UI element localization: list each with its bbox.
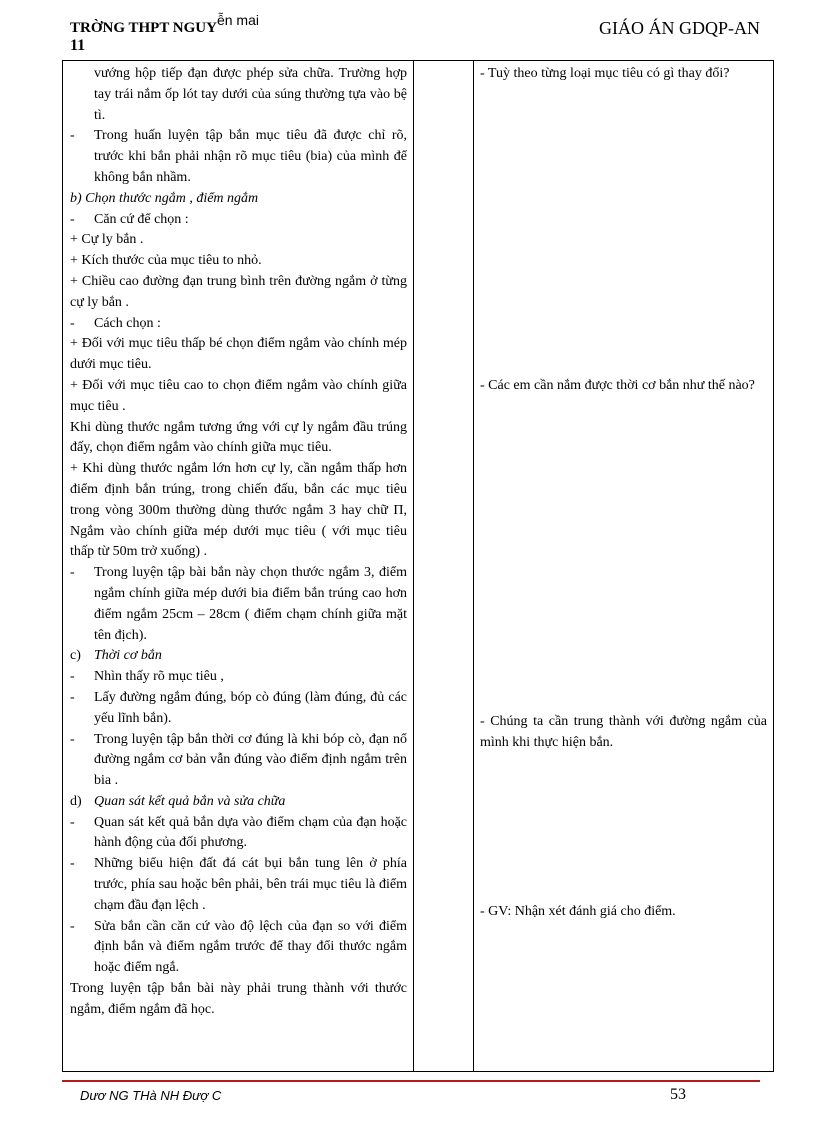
content-bullet: [70, 792, 407, 813]
bullet-text: Cách chọn :: [94, 315, 161, 331]
bullet-marker: -: [70, 128, 75, 144]
bullet-text: Quan sát kết quả bắn dựa vào điểm chạm của đạn hoặc hành động của đối phương.: [94, 814, 407, 851]
content-paragraph: + Đối với mục tiêu cao to chọn điểm ngắm vào chính giữa mục tiêu .: [70, 377, 407, 414]
content-paragraph: + Khi dùng thước ngắm lớn hơn cự ly, cần ngắm thấp hơn điểm định bắn trúng, trong chiến đấu, bắn các mục tiêu trong vòng 300m thường dùng thước ngắm 3 hay chữ Π, Ngắm vào chính giữa mép dưới mục tiêu ( với mục tiêu thấp từ 50m trở xuống) .: [70, 461, 407, 560]
bullet-marker: -: [70, 918, 75, 934]
content-bullet: [70, 813, 407, 855]
header-school-sup: ễn mai: [216, 12, 259, 28]
content-paragraph: vướng hộp tiếp đạn được phép sửa chữa. Trường hợp tay trái nắm ốp lót tay dưới của súng thường tựa vào bệ tì.: [94, 66, 407, 123]
bullet-text: Sửa bắn cần căn cứ vào độ lệch của đạn so với điểm định bắn và điểm ngắm trước để thay đổi thước ngắm hoặc điểm ngắ.: [94, 918, 407, 976]
bullet-text: Nhìn thấy rõ mục tiêu ,: [94, 669, 224, 685]
bullet-text: Thời cơ bắn: [94, 648, 162, 664]
content-bullet: [70, 917, 407, 979]
right-note-3: - Chúng ta cần trung thành với đường ngắm của mình khi thực hiện bắn.: [480, 714, 767, 750]
bullet-text: Trong huấn luyện tập bắn mục tiêu đã được chỉ rõ, trước khi bắn phải nhận rõ mục tiêu (bia) của mình để không bắn nhầm.: [94, 128, 407, 185]
bullet-marker: -: [70, 814, 75, 830]
bullet-marker: -: [70, 565, 75, 581]
bullet-marker: -: [70, 856, 75, 872]
content-bullet: [70, 854, 407, 916]
bullet-marker: c): [70, 648, 81, 664]
table-right-border: [773, 60, 774, 1072]
content-paragraph: + Đối với mục tiêu thấp bé chọn điểm ngắm vào chính mép dưới mục tiêu.: [70, 336, 407, 373]
content-paragraph: Khi dùng thước ngắm tương ứng với cự ly ngắm đầu trúng đấy, chọn điểm ngắm vào chính giữa mục tiêu.: [70, 419, 407, 456]
header-title: GIÁO ÁN GDQP-AN: [599, 18, 760, 38]
content-bullet: [70, 210, 407, 231]
header-grade: 11: [70, 37, 86, 54]
page-number: 53: [670, 1086, 686, 1103]
content-column: [70, 64, 407, 1021]
table-top-border: [62, 60, 774, 61]
table-left-border: [62, 60, 63, 1072]
content-bullet: [70, 646, 407, 667]
right-note-1: - Tuỳ theo từng loại mục tiêu có gì thay đổi?: [480, 66, 730, 81]
content-paragraph: + Chiều cao đường đạn trung bình trên đường ngắm ở từng cự ly bắn .: [70, 273, 407, 310]
bullet-marker: -: [70, 669, 75, 685]
bullet-text: Những biểu hiện đất đá cát bụi bắn tung lên ở phía trước, phía sau hoặc bên phải, bên trái mục tiêu là điểm chạm đầu đạn lệch .: [94, 856, 407, 913]
lesson-table: [62, 60, 774, 1072]
bullet-marker: d): [70, 793, 82, 809]
bullet-text: Căn cứ để chọn :: [94, 211, 189, 227]
bullet-marker: -: [70, 315, 75, 331]
column-divider-1: [413, 60, 414, 1072]
column-divider-2: [473, 60, 474, 1072]
content-paragraph: b) Chọn thước ngắm , điểm ngắm: [70, 190, 259, 206]
content-bullet: [70, 730, 407, 792]
content-bullet: [70, 563, 407, 646]
right-note-4: - GV: Nhận xét đánh giá cho điểm.: [480, 904, 676, 919]
content-paragraph: + Kích thước của mục tiêu to nhỏ.: [70, 253, 262, 269]
table-bottom-border: [62, 1071, 774, 1072]
bullet-marker: -: [70, 211, 75, 227]
bullet-text: Quan sát kết quả bắn và sửa chữa: [94, 793, 286, 809]
bullet-text: Trong luyện tập bắn thời cơ đúng là khi bóp cò, đạn nổ đường ngắm cơ bản vẫn đúng vào điểm định ngắm trên bia .: [94, 731, 407, 789]
bullet-text: Trong luyện tập bài bắn này chọn thước ngắm 3, điểm ngắm chính giữa mép dưới bia điểm bắn trúng cao hơn điểm ngắm 25cm – 28cm ( điểm chạm chính giữa mặt tên địch).: [94, 565, 407, 643]
footer-divider: [62, 1080, 760, 1082]
bullet-marker: -: [70, 689, 75, 705]
content-paragraph: Trong luyện tập bắn bài này phải trung thành với thước ngắm, điểm ngắm đã học.: [70, 981, 407, 1017]
bullet-text: Lấy đường ngắm đúng, bóp cò đúng (làm đúng, đủ các yếu lĩnh bắn).: [94, 689, 407, 726]
header-school-name: TRỜNG THPT NGUY: [70, 20, 217, 36]
content-bullet: [70, 688, 407, 730]
content-bullet: [70, 314, 407, 335]
header-school: [70, 12, 259, 55]
content-paragraph: + Cự ly bắn .: [70, 232, 144, 248]
content-bullet: [70, 126, 407, 188]
content-bullet: [70, 667, 407, 688]
footer-author: Dươ NG THà NH Đượ C: [80, 1088, 222, 1103]
right-note-2: - Các em cần nắm được thời cơ bắn như thế nào?: [480, 378, 755, 393]
bullet-marker: -: [70, 731, 75, 747]
